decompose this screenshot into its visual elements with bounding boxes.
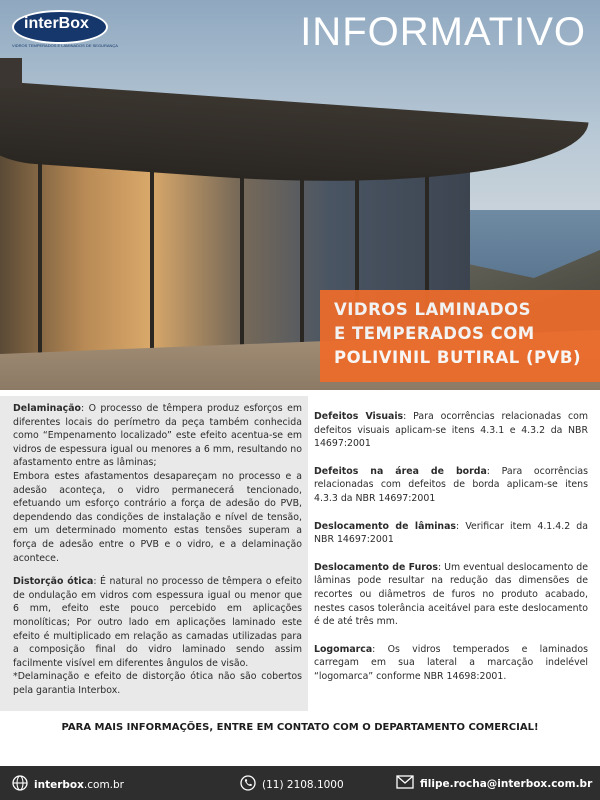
website-domain: interbox [34,778,84,791]
paragraph-heading: Logomarca [314,643,373,655]
contact-call-to-action: PARA MAIS INFORMAÇÕES, ENTRE EM CONTATO COM O DEPARTAMENTO COMERCIAL! [61,722,539,733]
paragraph-text: : Um eventual deslocamento de lâminas pode resultar na redução das dimensões de recortes ou diâmetros de furos no produto acabado, nestes casos tolerância aceitável para este deslocamento é de até três mm. [314,561,588,628]
paragraph-text: : Verificar item 4.1.4.2 da NBR 14697:2001 [314,520,588,546]
logo-name: interBox [24,15,89,32]
chimney [0,58,22,88]
email-suffix: .com.br [547,777,593,790]
paragraph-text: : É natural no processo de têmpera o efeito de ondulação em vidros com espessura igual ou menor que 6 mm, efeito este pouco percebido em aplicações monolíticas; Por outro lado em aplicações laminado este efeito é multiplicado em relação as camadas utilizadas para a composição final do vidro laminado sendo assim facilmente visível em diferentes ângulos de visão. [13,576,302,669]
window-frame [38,140,42,360]
right-column [308,400,600,694]
paragraph-text: : Os vidros temperados e laminados carregam em sua lateral a marcação indelével “logomarca” conforme NBR 14698:2001. [314,643,588,682]
banner-line: VIDROS LAMINADOS [334,300,531,319]
paragraph-distorcao [13,575,302,697]
paragraph-text: Embora estes afastamentos desapareçam no processo e a adesão aconteça, o vidro permanecerá tencionado, efetuando um esforço contrário a força de adesão do PVB, dependendo das condições de instalação e nível de tensão, em um determinado momento estas tensões superam a força de adesão entre o PVB e o vidro, e a delaminação acontece. [13,470,302,564]
paragraph-deslocamento-furos [314,561,588,629]
phone-link[interactable] [240,775,344,794]
paragraph-heading: Delaminação [13,403,81,414]
paragraph-defeitos-borda [314,465,588,506]
banner-line: POLIVINIL BUTIRAL (PVB) [334,348,582,367]
paragraph-defeitos-visuais [314,410,588,451]
paragraph-text: : O processo de têmpera produz esforços em diferentes locais do perímetro da peça também conhecida como “Empenamento localizado” este efeito acentua-se em vidros de espessura igual ou menores a 6 mm, resultando no afastamento entre as lâminas; [13,403,302,469]
paragraph-heading: Deslocamento de Furos [314,561,438,573]
email-domain: interbox [497,777,548,790]
email-link[interactable] [396,775,592,792]
website-suffix: .com.br [83,778,124,791]
paragraph-text: : Para ocorrências relacionadas com defeitos de borda aplicam-se itens 4.3.3 da NBR 14697:2001 [314,465,588,504]
phone-number: (11) 2108.1000 [262,778,344,791]
page-title: INFORMATIVO [300,10,586,54]
globe-icon [12,775,28,794]
paragraph-heading: Deslocamento de lâminas [314,520,457,532]
email-user: filipe.rocha@ [420,777,498,790]
envelope-icon [396,775,414,792]
paragraph-text: : Para ocorrências relacionadas com defeitos visuais aplicam-se itens 4.3.1 e 4.3.2 da NBR 14697:2001 [314,411,588,450]
logo-tagline: VIDROS TEMPERADOS E LAMINADOS DE SEGURANÇA [12,43,118,48]
paragraph-heading: Defeitos na área de borda [314,465,487,477]
paragraph-logomarca [314,643,588,684]
logo [12,10,122,50]
banner-line: E TEMPERADOS COM [334,324,535,343]
paragraph-delaminacao [13,402,302,565]
hero-image [0,0,600,390]
left-column [0,396,308,711]
paragraph-heading: Distorção ótica [13,576,94,588]
warranty-note: *Delaminação e efeito de distorção ótica não são cobertos pela garantia Interbox. [13,671,302,696]
footer [0,766,600,800]
paragraph-heading: Defeitos Visuais [314,411,404,422]
phone-icon [240,775,256,794]
window-frame [150,140,154,360]
website-link[interactable] [12,775,124,794]
paragraph-deslocamento-laminas [314,520,588,547]
topic-banner [320,290,600,382]
